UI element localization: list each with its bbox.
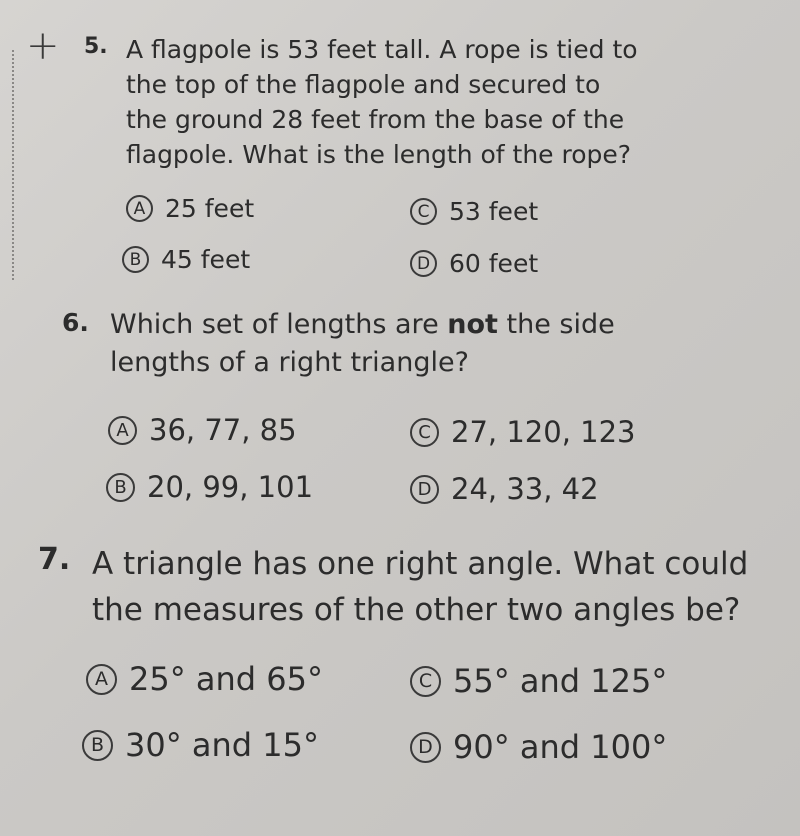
question-stem <box>92 541 748 633</box>
choice-letter-badge: D <box>410 475 439 504</box>
choice-a[interactable] <box>86 660 323 698</box>
choice-text: 90° and 100° <box>453 728 668 766</box>
choice-text: 27, 120, 123 <box>451 415 636 449</box>
choice-text: 36, 77, 85 <box>149 413 297 447</box>
stem-line: the measures of the other two angles be? <box>92 592 741 628</box>
question-number: 7. <box>38 542 71 577</box>
plus-mark-icon: + <box>26 23 60 69</box>
choice-text: 30° and 15° <box>125 726 319 764</box>
choice-letter-badge: B <box>106 473 135 502</box>
choice-letter-badge: C <box>410 198 437 225</box>
choice-b[interactable] <box>82 726 319 764</box>
stem-text: Which set of lengths are <box>110 309 448 340</box>
question-number: 5. <box>84 34 108 59</box>
question-stem <box>110 306 615 382</box>
stem-line: flagpole. What is the length of the rope? <box>126 140 632 169</box>
choice-a[interactable] <box>126 194 254 223</box>
choice-b[interactable] <box>122 245 250 274</box>
choice-text: 25° and 65° <box>129 660 323 698</box>
choice-letter-badge: C <box>410 666 441 697</box>
question-stem <box>126 32 638 172</box>
choice-letter-badge: A <box>108 416 137 445</box>
choice-text: 24, 33, 42 <box>451 472 599 506</box>
choice-letter-badge: B <box>122 246 149 273</box>
stem-line <box>110 306 615 344</box>
stem-line: the top of the flagpole and secured to <box>126 70 601 99</box>
stem-emphasis: not <box>447 309 498 340</box>
question-number: 6. <box>62 308 89 337</box>
choice-text: 20, 99, 101 <box>147 470 314 504</box>
choice-b[interactable] <box>106 470 313 504</box>
stem-line: the ground 28 feet from the base of the <box>126 105 625 134</box>
choice-a[interactable] <box>108 413 297 447</box>
perforation-edge <box>12 50 14 280</box>
choice-text: 55° and 125° <box>453 662 668 700</box>
choice-text: 53 feet <box>449 197 539 226</box>
choice-text: 25 feet <box>165 194 255 223</box>
choice-letter-badge: C <box>410 418 439 447</box>
choice-letter-badge: D <box>410 250 437 277</box>
choice-letter-badge: A <box>126 195 153 222</box>
stem-line: A triangle has one right angle. What could <box>92 546 749 582</box>
stem-text: the side <box>497 309 615 340</box>
choice-text: 60 feet <box>449 249 539 278</box>
stem-line: lengths of a right triangle? <box>110 347 469 378</box>
choice-text: 45 feet <box>161 245 251 274</box>
stem-line: A flagpole is 53 feet tall. A rope is tied to <box>126 35 638 64</box>
choice-d[interactable] <box>410 728 667 766</box>
choice-letter-badge: A <box>86 664 117 695</box>
choice-letter-badge: B <box>82 730 113 761</box>
choice-d[interactable] <box>410 472 599 506</box>
choice-c[interactable] <box>410 662 667 700</box>
choice-c[interactable] <box>410 197 538 226</box>
choice-d[interactable] <box>410 249 538 278</box>
choice-letter-badge: D <box>410 732 441 763</box>
choice-c[interactable] <box>410 415 635 449</box>
